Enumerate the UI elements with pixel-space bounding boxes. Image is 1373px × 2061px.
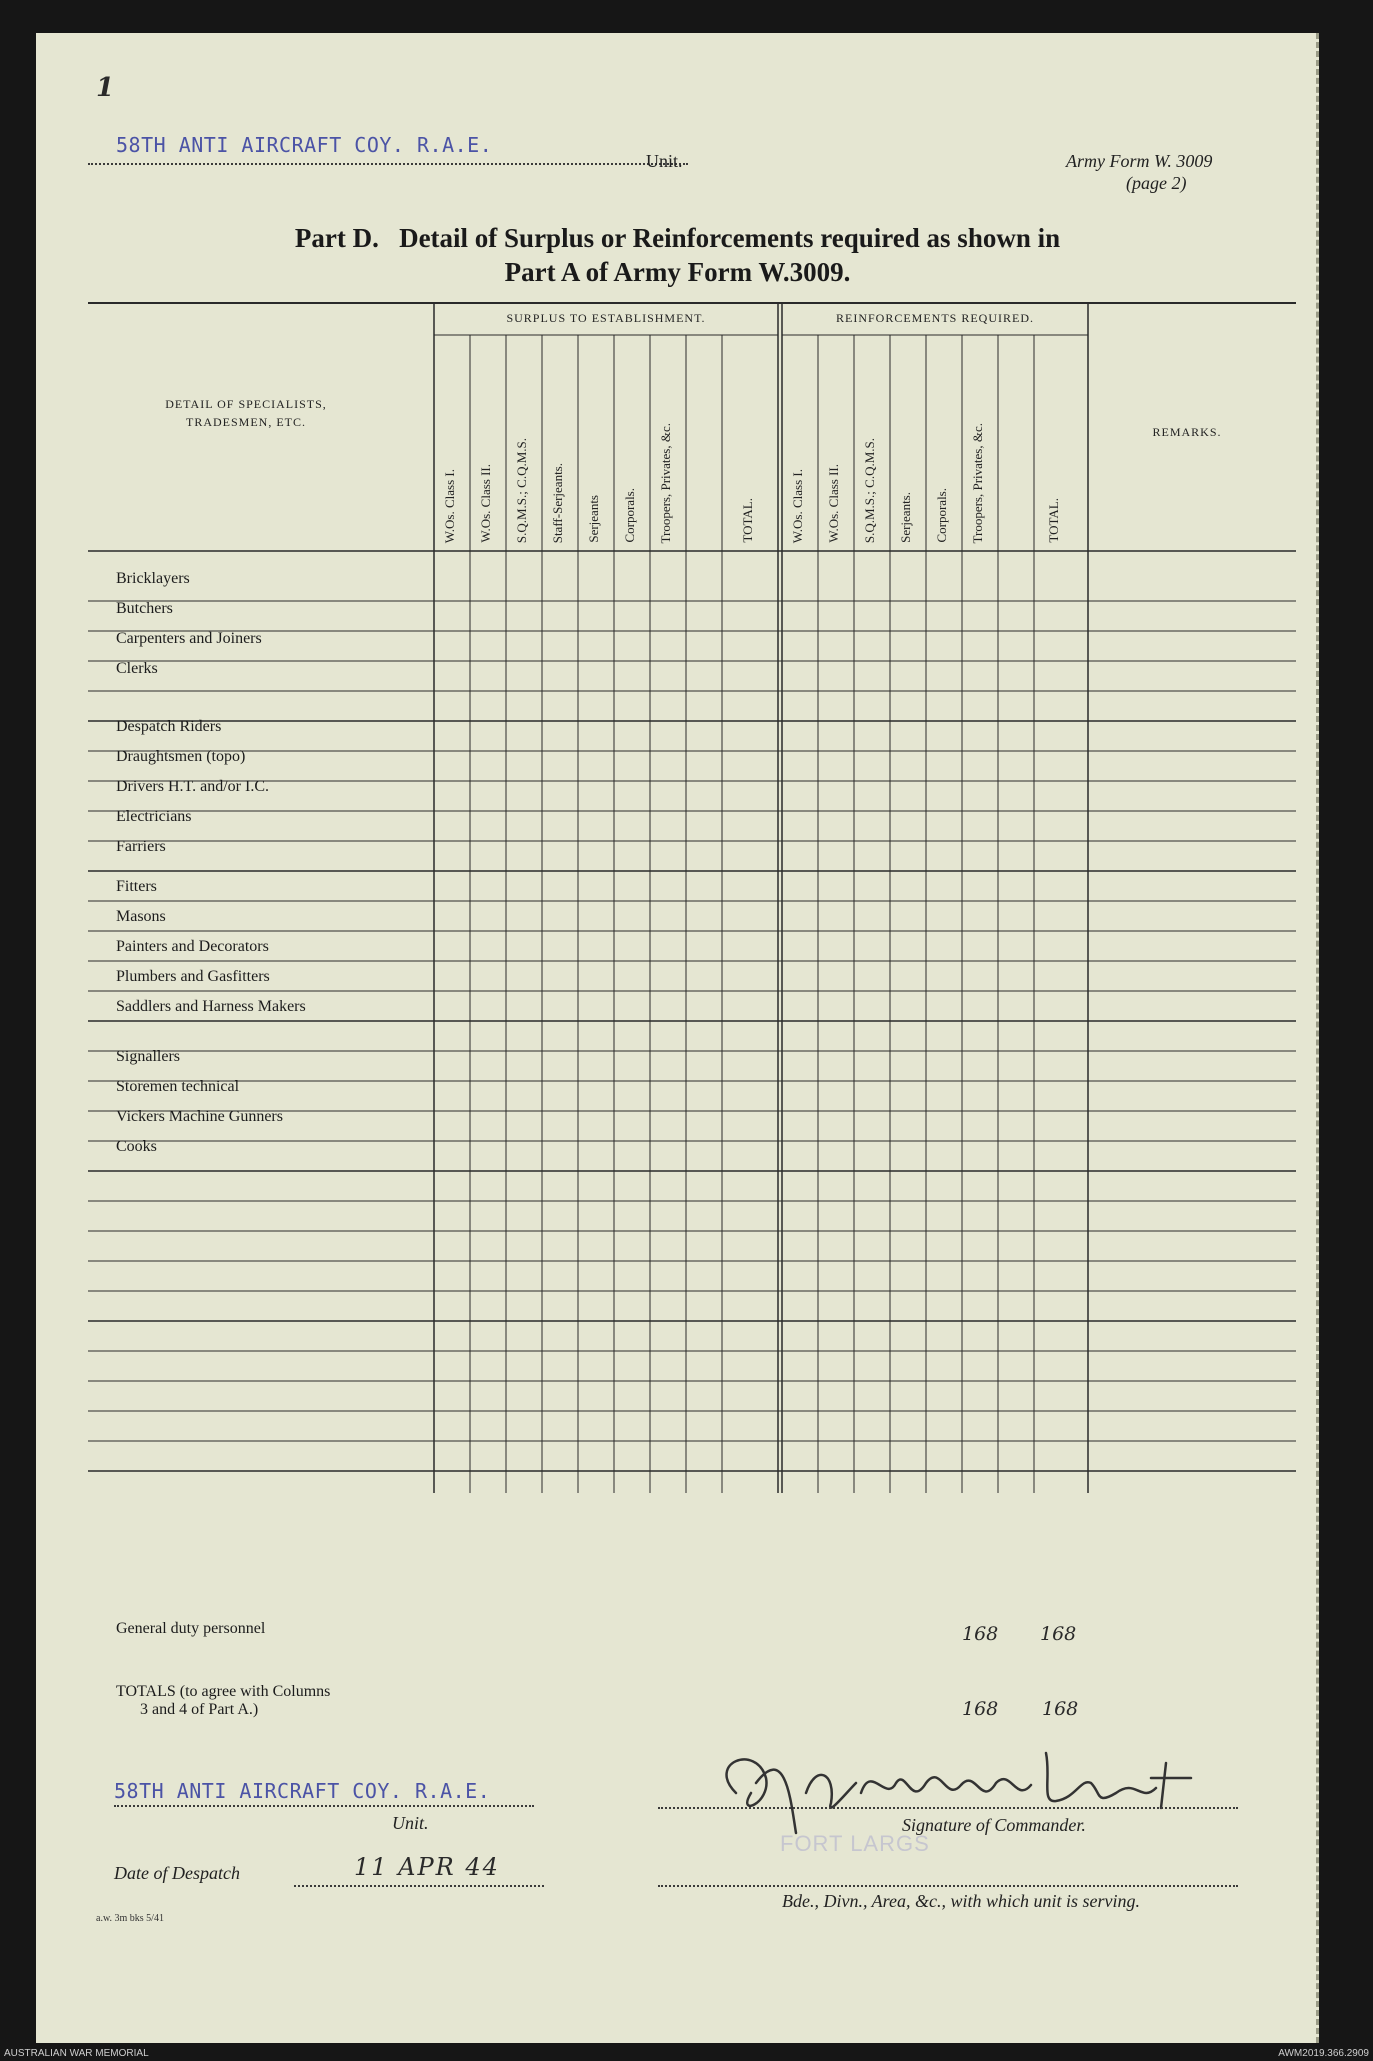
totals-label-2: 3 and 4 of Part A.): [140, 1701, 259, 1718]
reinforce-col-0: W.Os. Class I.: [790, 468, 805, 543]
page-ref: (page 2): [1126, 173, 1187, 193]
bde-label: Bde., Divn., Area, &c., with which unit is serving.: [782, 1891, 1140, 1911]
table-row-label: Fitters: [116, 878, 157, 895]
table-row-label: Painters and Decorators: [116, 938, 269, 955]
table-row-label: Plumbers and Gasfitters: [116, 968, 270, 985]
table-row-label: Butchers: [116, 600, 173, 617]
surplus-header: SURPLUS TO ESTABLISHMENT.: [506, 311, 706, 325]
form-id: Army Form W. 3009: [1066, 151, 1213, 171]
reinforce-col-2: S.Q.M.S.; C.Q.M.S.: [862, 437, 877, 543]
surplus-col-0: W.Os. Class I.: [442, 468, 457, 543]
totals-total: 168: [1042, 1698, 1079, 1720]
bottom-unit-stamp: 58TH ANTI AIRCRAFT COY. R.A.E.: [114, 1779, 491, 1803]
surplus-col-2: S.Q.M.S.; C.Q.M.S.: [514, 437, 529, 543]
signature-line: [658, 1807, 1238, 1809]
detail-header: DETAIL OF SPECIALISTS, TRADESMEN, ETC.: [165, 397, 327, 429]
print-code: a.w. 3m bks 5/41: [96, 1913, 164, 1924]
reinforce-col-4: Corporals.: [934, 488, 949, 543]
surplus-col-3: Staff-Serjeants.: [550, 462, 565, 543]
date-line: [294, 1885, 544, 1887]
reinforce-col-7: TOTAL.: [1046, 498, 1061, 543]
date-value: 11 APR 44: [354, 1853, 500, 1881]
table-row-label: Storemen technical: [116, 1078, 240, 1095]
form-title-line2: Part A of Army Form W.3009.: [504, 257, 851, 287]
remarks-header: REMARKS.: [1152, 425, 1222, 439]
table-row-label: Bricklayers: [116, 570, 190, 587]
surplus-col-6: Troopers, Privates, &c.: [658, 422, 673, 543]
footer-left: AUSTRALIAN WAR MEMORIAL: [4, 2048, 149, 2059]
unit-label: Unit.: [646, 151, 683, 171]
bottom-unit-line: [114, 1805, 534, 1807]
table-row-label: Drivers H.T. and/or I.C.: [116, 778, 269, 795]
general-duty-troopers: 168: [962, 1623, 999, 1645]
reinforce-col-1: W.Os. Class II.: [826, 464, 841, 543]
table-row-label: Electricians: [116, 808, 192, 825]
reinforcements-header: REINFORCEMENTS REQUIRED.: [835, 311, 1034, 325]
general-duty-total: 168: [1040, 1623, 1077, 1645]
totals-troopers: 168: [962, 1698, 999, 1720]
table-row-label: Saddlers and Harness Makers: [116, 998, 306, 1015]
unit-stamp: 58TH ANTI AIRCRAFT COY. R.A.E.: [116, 133, 493, 157]
signature-label: Signature of Commander.: [902, 1815, 1086, 1835]
table-row-label: Despatch Riders: [116, 718, 222, 735]
table-row-label: Cooks: [116, 1138, 157, 1155]
reinforce-col-5: Troopers, Privates, &c.: [970, 422, 985, 543]
surplus-col-4: Serjeants: [586, 495, 601, 543]
table-row-label: Carpenters and Joiners: [116, 630, 262, 647]
table-row-label: Masons: [116, 908, 166, 925]
reinforce-col-3: Serjeants.: [898, 492, 913, 543]
table-row-label: Vickers Machine Gunners: [116, 1108, 283, 1125]
surplus-col-1: W.Os. Class II.: [478, 464, 493, 543]
bottom-unit-label: Unit.: [392, 1813, 429, 1833]
surplus-col-8: TOTAL.: [740, 498, 755, 543]
general-duty-label: General duty personnel: [116, 1620, 266, 1637]
faded-stamp: FORT LARGS: [780, 1831, 930, 1856]
date-label: Date of Despatch: [114, 1863, 240, 1883]
page-mark: 1: [96, 73, 115, 103]
totals-label-1: TOTALS (to agree with Columns: [116, 1683, 331, 1700]
table-row-label: Farriers: [116, 838, 166, 855]
bde-line: [658, 1885, 1238, 1887]
table-row-label: Clerks: [116, 660, 158, 677]
form-sheet: [36, 33, 1319, 2043]
table-row-label: Draughtsmen (topo): [116, 748, 246, 765]
table-row-label: Signallers: [116, 1048, 180, 1065]
footer-right: AWM2019.366.2909: [1278, 2048, 1369, 2059]
surplus-col-5: Corporals.: [622, 488, 637, 543]
form-title-line1: Part D. Detail of Surplus or Reinforcements required as shown in: [294, 223, 1061, 253]
